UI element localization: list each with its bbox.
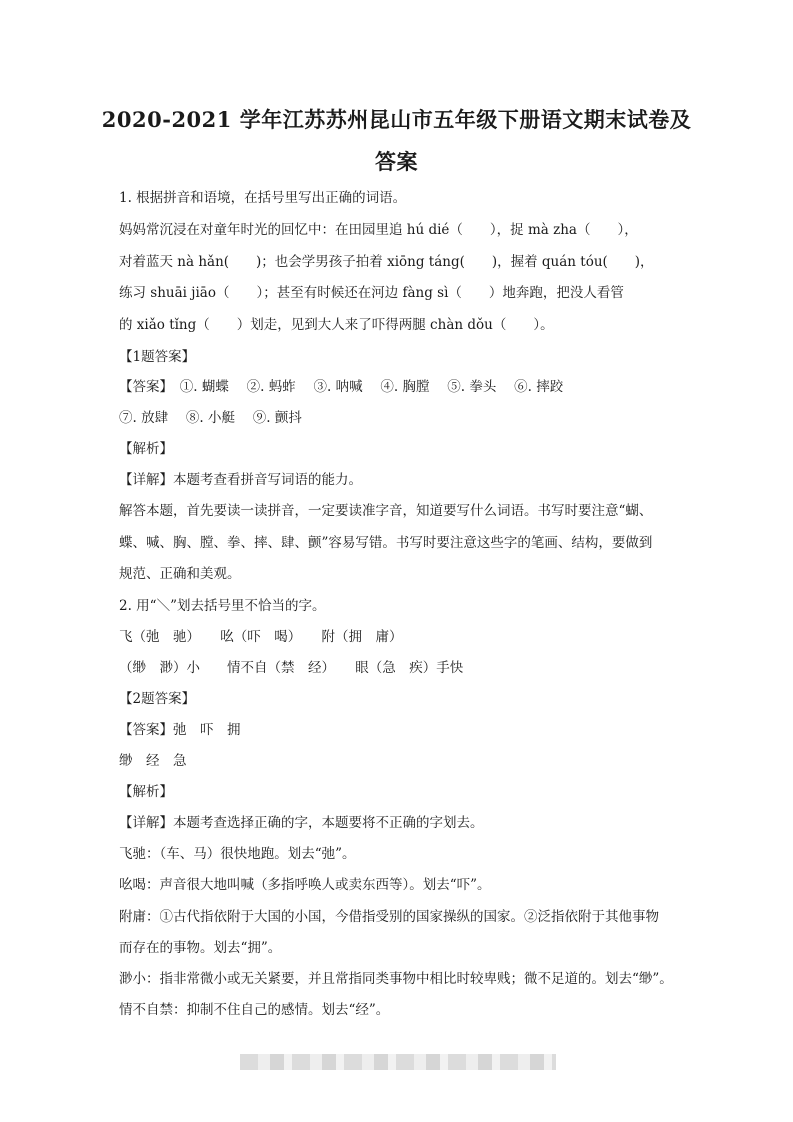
detail-1-line: 规范、正确和美观。 [119, 566, 241, 582]
question-2-prompt: 2. 用“＼”划去括号里不恰当的字。 [119, 598, 326, 614]
question-1-text-line: 练习 shuāi jiāo（ ）；甚至有时候还在河边 fàng sì（ ）地奔跑，把没人看管 [119, 285, 624, 301]
page-title: 2020-2021 学年江苏苏州昆山市五年级下册语文期末试卷及 [101, 107, 692, 132]
detail-2-line: 附庸：①古代指依附于大国的小国，今借指受别的国家操纵的国家。②泛指依附于其他事物 [119, 909, 659, 925]
analysis-1-heading: 【解析】 [119, 441, 173, 457]
detail-2-line: 飞驰：（车、马）很快地跑。划去“弛”。 [119, 846, 356, 862]
detail-2-line: 情不自禁：抑制不住自己的感情。划去“经”。 [119, 1002, 390, 1018]
detail-1-line: 【详解】本题考查看拼音写词语的能力。 [119, 472, 362, 488]
answer-2-line: 缈 经 急 [119, 753, 187, 769]
answer-1-line: ⑦. 放肆 ⑧. 小艇 ⑨. 颤抖 [119, 410, 302, 426]
answer-2-line: 【答案】弛 吓 拥 [119, 722, 241, 738]
detail-2-line: 而存在的事物。划去“拥”。 [119, 940, 282, 956]
question-1-text-line: 对着蓝天 nà hǎn( )；也会学男孩子拍着 xiōng táng( )，握着 quán tóu( )， [119, 254, 654, 270]
analysis-2-heading: 【解析】 [119, 784, 173, 800]
question-1-text-line: 妈妈常沉浸在对童年时光的回忆中：在田园里追 hú dié（ ），捉 mà zha（ ）， [119, 222, 638, 238]
question-1-text-line: 的 xiǎo tǐng（ ）划走，见到大人来了吓得两腿 chàn dǒu（ ）。 [119, 317, 554, 333]
question-2-options-line: （缈 渺）小 情不自（禁 经） 眼（急 疾）手快 [119, 660, 464, 676]
detail-1-line: 蝶、喊、胸、膛、拳、摔、肆、颤”容易写错。书写时要注意这些字的笔画、结构，要做到 [119, 535, 653, 551]
answer-1-line: 【答案】 ①. 蝴蝶 ②. 蚂蚱 ③. 呐喊 ④. 胸膛 ⑤. 拳头 ⑥. 摔跤 [119, 379, 564, 395]
detail-2-line: 渺小：指非常微小或无关紧要，并且常指同类事物中相比时较卑贱；微不足道的。划去“缈”。 [119, 971, 673, 987]
detail-2-line: 吆喝：声音很大地叫喊（多指呼唤人或卖东西等）。划去“吓”。 [119, 877, 491, 893]
blurred-footer-watermark [240, 1054, 556, 1070]
answer-1-heading: 【1题答案】 [119, 349, 196, 365]
page-title-continued: 答案 [375, 149, 418, 174]
question-2-options-line: 飞（弛 驰） 吆（吓 喝） 附（拥 庸） [119, 629, 403, 645]
detail-2-line: 【详解】本题考查选择正确的字，本题要将不正确的字划去。 [119, 815, 484, 831]
question-1-prompt: 1. 根据拼音和语境，在括号里写出正确的词语。 [119, 190, 407, 206]
answer-2-heading: 【2题答案】 [119, 691, 196, 707]
detail-1-line: 解答本题，首先要读一读拼音，一定要读准字音，知道要写什么词语。书写时要注意“蝴、 [119, 503, 653, 519]
